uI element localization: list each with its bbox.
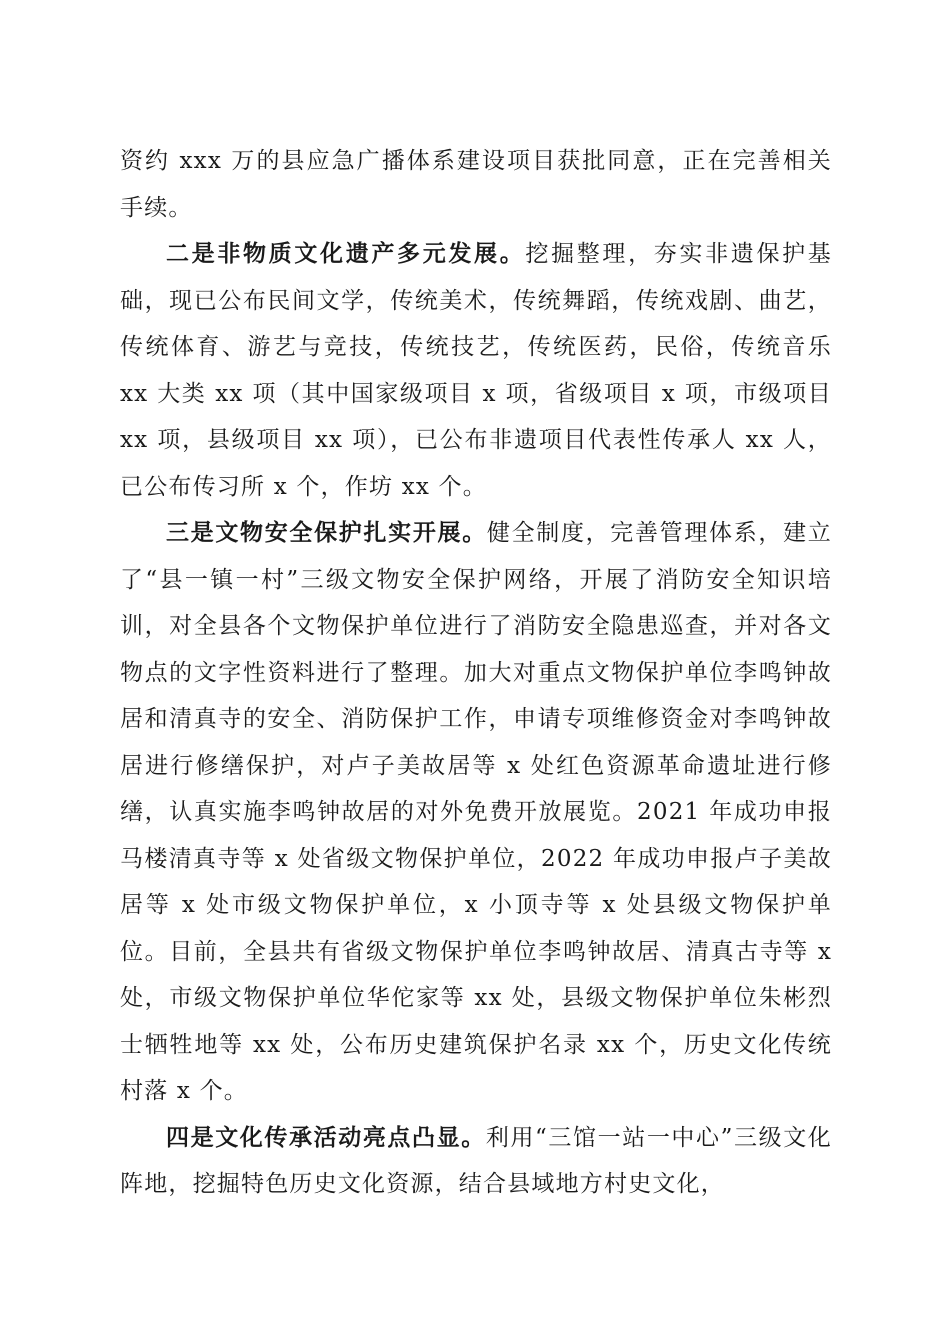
paragraph-intangible-heritage	[120, 231, 832, 510]
paragraph-text: 资约 xxx 万的县应急广播体系建设项目获批同意，正在完善相关手续。	[120, 148, 832, 221]
paragraph-heading: 四是文化传承活动亮点凸显。	[166, 1123, 486, 1151]
paragraph-cultural-relics-safety	[120, 510, 832, 1115]
document-body	[120, 138, 832, 1208]
paragraph-text: 健全制度，完善管理体系，建立了“县一镇一村”三级文物安全保护网络，开展了消防安全知识培训，对全县各个文物保护单位进行了消防安全隐患巡查，并对各文物点的文字性资料进行了整理。加大对重点文物保护单位李鸣钟故居和清真寺的安全、消防保护工作，申请专项维修资金对李鸣钟故居进行修缮保护，对卢子美故居等 x 处红色资源革命遗址进行修缮，认真实施李鸣钟故居的对外免费开放展览。2021 年成功申报马楼清真寺等 x 处省级文物保护单位，2022 年成功申报卢子美故居等 x 处市级文物保护单位，x 小顶寺等 x 处县级文物保护单位。目前，全县共有省级文物保护单位李鸣钟故居、清真古寺等 x 处，市级文物保护单位华佗家等 xx 处，县级文物保护单位朱彬烈士牺牲地等 xx 处，公布历史建筑保护名录 xx 个，历史文化传统村落 x 个。	[120, 520, 832, 1104]
paragraph-broadcast-continued	[120, 138, 832, 231]
paragraph-text: 挖掘整理，夯实非遗保护基础，现已公布民间文学，传统美术，传统舞蹈，传统戏剧、曲艺，传统体育、游艺与竞技，传统技艺，传统医药，民俗，传统音乐 xx 大类 xx 项（其中国家级项目 x 项，省级项目 x 项，市级项目 xx 项，县级项目 xx 项），已公布非遗项目代表性传承人 xx 人，已公布传习所 x 个，作坊 xx 个。	[120, 241, 832, 500]
paragraph-heading: 二是非物质文化遗产多元发展。	[166, 240, 526, 267]
paragraph-cultural-inheritance	[120, 1115, 832, 1208]
paragraph-heading: 三是文物安全保护扎实开展。	[166, 519, 487, 546]
paragraph-text: 利用“三馆一站一中心”三级文化阵地，挖掘特色历史文化资源，结合县域地方村史文化，	[120, 1124, 832, 1197]
